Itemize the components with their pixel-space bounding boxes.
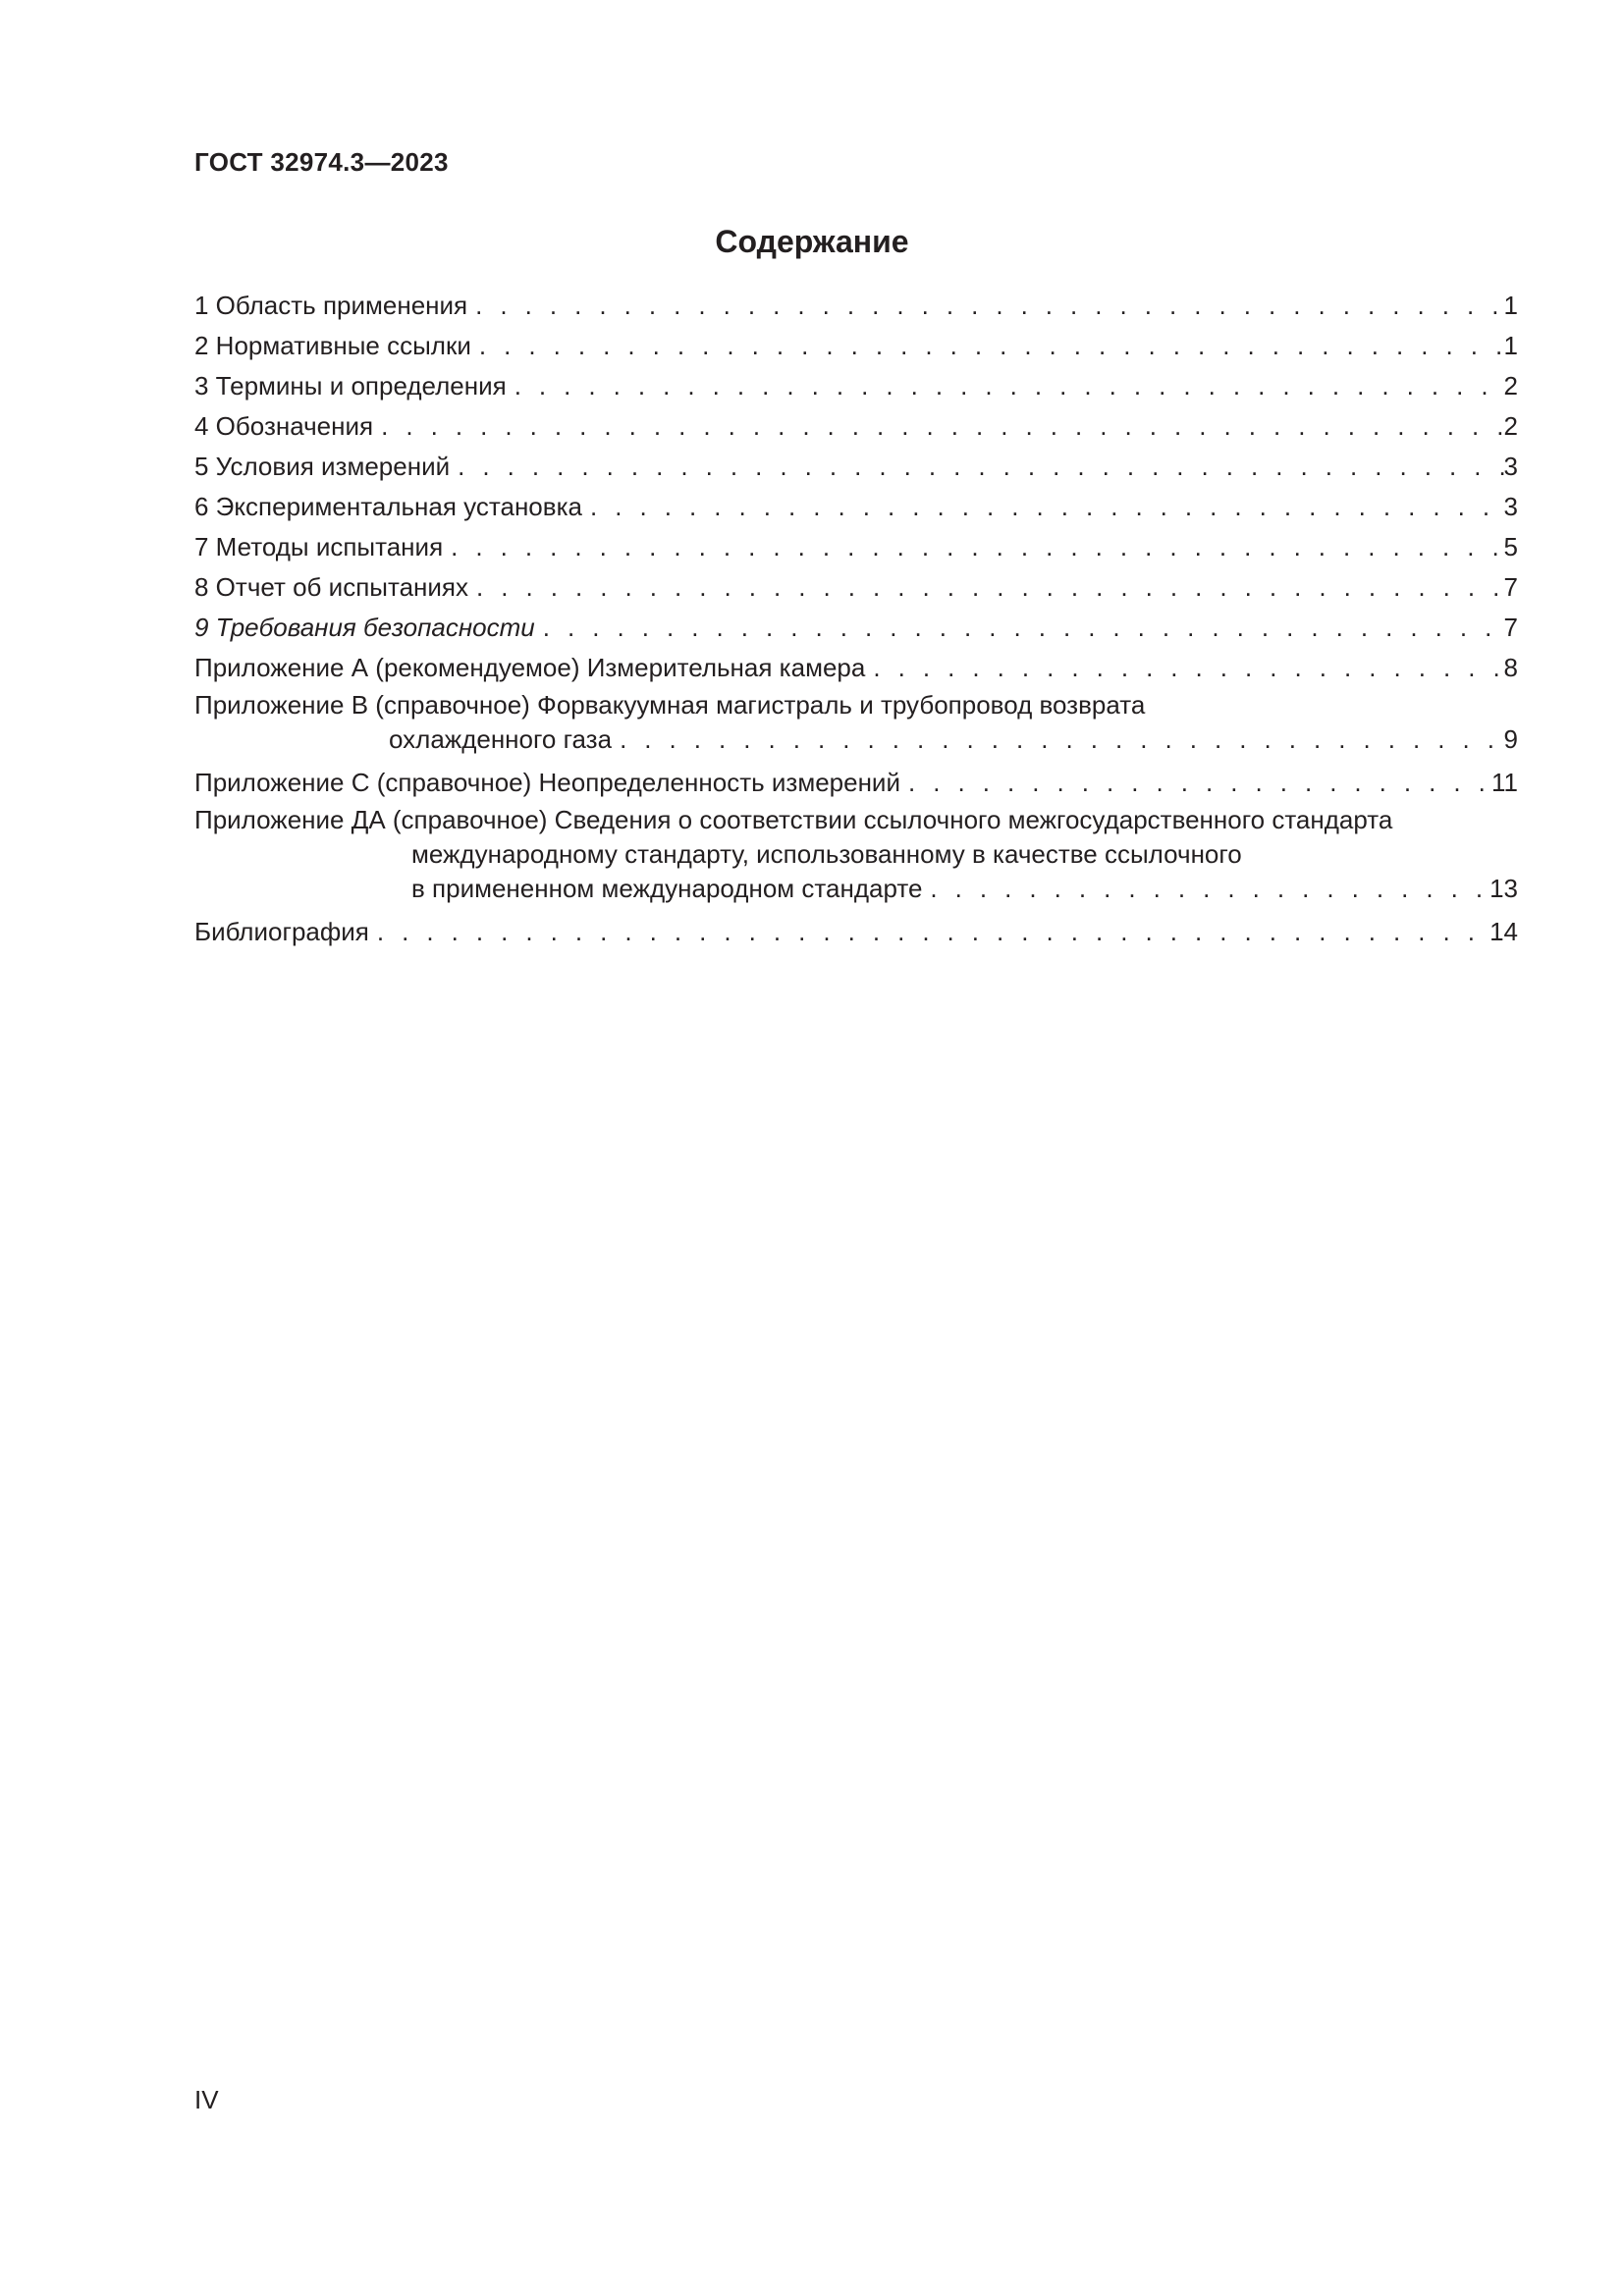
toc-entry-9[interactable] [194,608,1518,648]
toc-page-number: 13 [1489,874,1518,903]
toc-entry-text: Приложение ДА (справочное) Сведения о соответствии ссылочного межгосударственного стандарта [194,805,1393,834]
toc-page-number: 3 [1503,452,1518,481]
leader-dots [369,912,1489,952]
toc-page-number: 8 [1503,653,1518,682]
leader-dots [373,406,1503,447]
leader-dots [450,447,1503,487]
toc-page-number: 1 [1503,331,1518,360]
toc-entry-appendix-b[interactable] [194,688,1518,757]
toc-entry-2[interactable] [194,326,1518,366]
toc-entry-7[interactable] [194,527,1518,567]
toc-entry-1[interactable] [194,286,1518,326]
toc-page-number: 11 [1491,768,1518,797]
toc-entry-appendix-c[interactable] [194,763,1518,803]
toc-entry-text-continued: охлажденного газа [389,724,613,754]
toc-entry-text: 8 Отчет об испытаниях [194,572,468,602]
toc-entry-4[interactable] [194,406,1518,447]
toc-entry-appendix-da[interactable] [194,803,1518,906]
toc-page-number: 9 [1503,724,1518,754]
toc-page-number: 7 [1503,613,1518,642]
toc-entry-text-continued: в примененном международном стандарте [411,874,923,903]
toc-page-number: 3 [1503,492,1518,521]
leader-dots [922,872,1489,906]
toc-entry-text: 3 Термины и определения [194,371,507,400]
toc-page-number: 14 [1489,917,1518,946]
leader-dots [467,286,1503,326]
toc-entry-bibliography[interactable] [194,912,1518,952]
toc-entry-text: Приложение С (справочное) Неопределенность измерений [194,768,900,797]
leader-dots [443,527,1503,567]
toc-entry-appendix-a[interactable] [194,648,1518,688]
toc-entry-6[interactable] [194,487,1518,527]
toc-entry-8[interactable] [194,567,1518,608]
toc-entry-text-continued: международному стандарту, использованному в качестве ссылочного [411,839,1242,869]
toc-page-number: 1 [1503,291,1518,320]
toc-entry-text: 6 Экспериментальная установка [194,492,582,521]
leader-dots [612,722,1503,757]
toc-entry-text: 1 Область применения [194,291,468,320]
leader-dots [468,567,1504,608]
toc-page-number: 7 [1503,572,1518,602]
leader-dots [471,326,1504,366]
leader-dots [582,487,1504,527]
toc-page-number: 2 [1503,411,1518,441]
toc-entry-3[interactable] [194,366,1518,406]
toc-entry-text: Приложение В (справочное) Форвакуумная магистраль и трубопровод возврата [194,690,1146,720]
leader-dots [535,608,1504,648]
toc-entry-text: 9 Требования безопасности [194,613,535,642]
table-of-contents [194,286,1518,952]
toc-entry-5[interactable] [194,447,1518,487]
toc-entry-text: Приложение А (рекомендуемое) Измерительная камера [194,653,866,682]
page-number: IV [194,2085,219,2114]
toc-entry-text: 2 Нормативные ссылки [194,331,471,360]
leader-dots [865,648,1503,688]
leader-dots [507,366,1504,406]
toc-entry-text: Библиография [194,917,369,946]
document-code: ГОСТ 32974.3—2023 [194,147,449,177]
toc-page-number: 5 [1503,532,1518,561]
leader-dots [900,763,1491,803]
toc-entry-text: 7 Методы испытания [194,532,444,561]
toc-page-number: 2 [1503,371,1518,400]
toc-entry-text: 4 Обозначения [194,411,374,441]
toc-title: Содержание [715,224,909,259]
toc-entry-text: 5 Условия измерений [194,452,451,481]
